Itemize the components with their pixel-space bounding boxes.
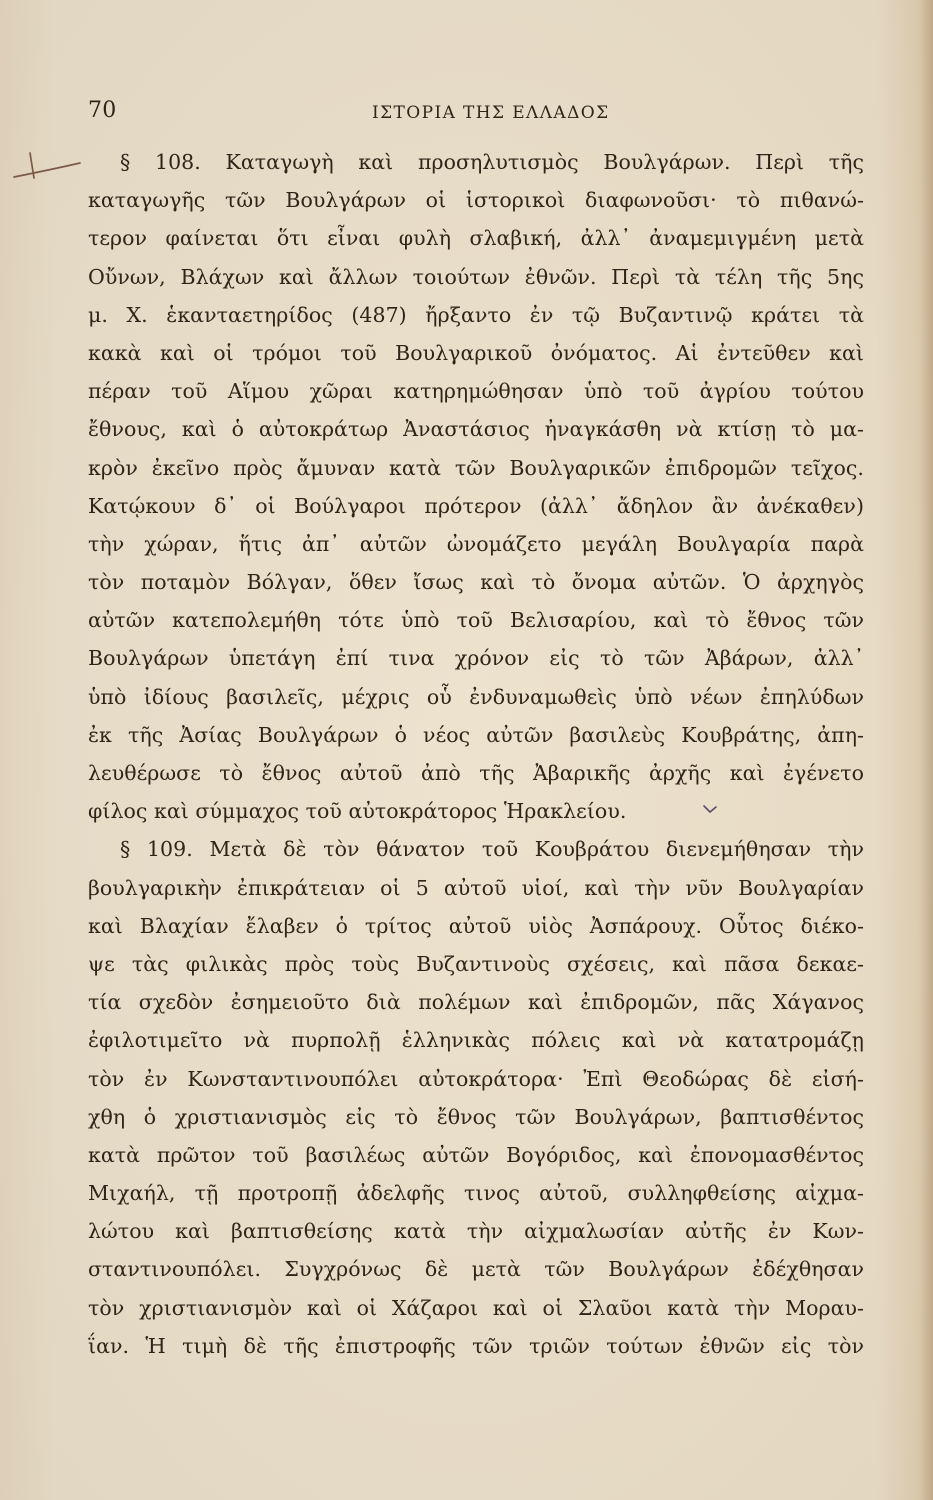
text-line: ἔθνους, καὶ ὁ αὐτοκράτωρ Ἀναστάσιος ἠναγκάσθη νὰ κτίσῃ τὸ μα- bbox=[88, 417, 864, 442]
text-line: τία σχεδὸν ἐσημειοῦτο διὰ πολέμων καὶ ἐπιδρομῶν, πᾶς Χάγανος bbox=[88, 990, 864, 1015]
text-line: σταντινουπόλει. Συγχρόνως δὲ μετὰ τῶν Βουλγάρων ἐδέχθησαν bbox=[88, 1257, 864, 1282]
text-line: § 109. Μετὰ δὲ τὸν θάνατον τοῦ Κουβράτου διενεμήθησαν τὴν bbox=[120, 837, 864, 862]
page-header bbox=[88, 98, 864, 132]
text-line: αὐτῶν κατεπολεμήθη τότε ὑπὸ τοῦ Βελισαρίου, καὶ τὸ ἔθνος τῶν bbox=[88, 608, 864, 633]
text-line: ἐφιλοτιμεῖτο νὰ πυρπολῇ ἑλληνικὰς πόλεις καὶ νὰ κατατρομάζῃ bbox=[88, 1028, 864, 1053]
text-line: λώτου καὶ βαπτισθείσης κατὰ τὴν αἰχμαλωσίαν αὐτῆς ἐν Κων- bbox=[88, 1219, 864, 1244]
text-line: πέραν τοῦ Αἵμου χῶραι κατηρημώθησαν ὑπὸ τοῦ ἀγρίου τούτου bbox=[88, 379, 864, 404]
text-line: καὶ Βλαχίαν ἔλαβεν ὁ τρίτος αὐτοῦ υἱὸς Ἀσπάρουχ. Οὗτος διέκο- bbox=[88, 913, 864, 938]
text-line: κακὰ καὶ οἱ τρόμοι τοῦ Βουλγαρικοῦ ὀνόματος. Αἱ ἐντεῦθεν καὶ bbox=[88, 340, 864, 365]
text-line: τὸν χριστιανισμὸν καὶ οἱ Χάζαροι καὶ οἱ Σλαῦοι κατὰ τὴν Μοραυ- bbox=[88, 1295, 864, 1320]
text-line: § 108. Καταγωγὴ καὶ προσηλυτισμὸς Βουλγάρων. Περὶ τῆς bbox=[120, 150, 864, 174]
pencil-margin-mark bbox=[12, 145, 84, 187]
text-line: Βουλγάρων ὑπετάγη ἐπί τινα χρόνον εἰς τὸ τῶν Ἀβάρων, ἀλλ᾽ bbox=[88, 646, 864, 671]
text-line: τὴν χώραν, ἥτις ἀπ᾽ αὐτῶν ὠνομάζετο μεγάλη Βουλγαρία παρὰ bbox=[88, 531, 864, 556]
text-line: ψε τὰς φιλικὰς πρὸς τοὺς Βυζαντινοὺς σχέσεις, καὶ πᾶσα δεκαε- bbox=[88, 951, 864, 976]
text-line: ὑπὸ ἰδίους βασιλεῖς, μέχρις οὗ ἐνδυναμωθεὶς ὑπὸ νέων ἐπηλύδων bbox=[88, 684, 864, 709]
text-line: λευθέρωσε τὸ ἔθνος αὐτοῦ ἀπὸ τῆς Ἀβαρικῆς ἀρχῆς καὶ ἐγένετο bbox=[88, 761, 864, 785]
text-line: κρὸν ἐκεῖνο πρὸς ἄμυναν κατὰ τῶν Βουλγαρικῶν ἐπιδρομῶν τεῖχος. bbox=[88, 455, 864, 480]
text-line: ἐκ τῆς Ἀσίας Βουλγάρων ὁ νέος αὐτῶν βασιλεὺς Κουβράτης, ἀπη- bbox=[88, 722, 864, 747]
page-number: 70 bbox=[88, 98, 117, 123]
page-edge-shadow bbox=[919, 0, 933, 1500]
text-line: μ. Χ. ἑκανταετηρίδος (487) ἤρξαντο ἐν τῷ Βυζαντινῷ κράτει τὰ bbox=[88, 302, 864, 327]
text-line: καταγωγῆς τῶν Βουλγάρων οἱ ἱστορικοὶ διαφωνοῦσι· τὸ πιθανώ- bbox=[88, 188, 864, 213]
text-line: φίλος καὶ σύμμαχος τοῦ αὐτοκράτορος Ἡρακλείου. bbox=[88, 799, 627, 824]
text-line: Κατῴκουν δ᾽ οἱ Βούλγαροι πρότερον (ἀλλ᾽ ἄδηλον ἂν ἀνέκαθεν) bbox=[88, 493, 864, 518]
text-line: βουλγαρικὴν ἐπικράτειαν οἱ 5 αὐτοῦ υἱοί, καὶ τὴν νῦν Βουλγαρίαν bbox=[88, 875, 864, 900]
text-line: τερον φαίνεται ὅτι εἶναι φυλὴ σλαβική, ἀλλ᾽ ἀναμεμιγμένη μετὰ bbox=[88, 226, 864, 251]
text-line: τὸν ἐν Κωνσταντινουπόλει αὐτοκράτορα· Ἐπὶ Θεοδώρας δὲ εἰσή- bbox=[88, 1066, 864, 1091]
text-line: τὸν ποταμὸν Βόλγαν, ὅθεν ἴσως καὶ τὸ ὄνομα αὐτῶν. Ὁ ἀρχηγὸς bbox=[88, 570, 864, 595]
running-title: ΙΣΤΟΡΙΑ ΤΗΣ ΕΛΛΑΔΟΣ bbox=[372, 103, 610, 123]
text-line: κατὰ πρῶτον τοῦ βασιλέως αὐτῶν Βογόριδος, καὶ ἐπονομασθέντος bbox=[88, 1142, 864, 1167]
text-line: χθη ὁ χριστιανισμὸς εἰς τὸ ἔθνος τῶν Βουλγάρων, βαπτισθέντος bbox=[88, 1104, 864, 1129]
text-line: Μιχαήλ, τῇ προτροπῇ ἀδελφῆς τινος αὐτοῦ, συλληφθείσης αἰχμα- bbox=[88, 1181, 864, 1206]
text-line: Οὔνων, Βλάχων καὶ ἄλλων τοιούτων ἐθνῶν. Περὶ τὰ τέλη τῆς 5ης bbox=[88, 264, 864, 289]
text-line: ΐαν. Ἡ τιμὴ δὲ τῆς ἐπιστροφῆς τῶν τριῶν τούτων ἐθνῶν εἰς τὸν bbox=[88, 1333, 864, 1358]
body-text bbox=[88, 145, 864, 1367]
